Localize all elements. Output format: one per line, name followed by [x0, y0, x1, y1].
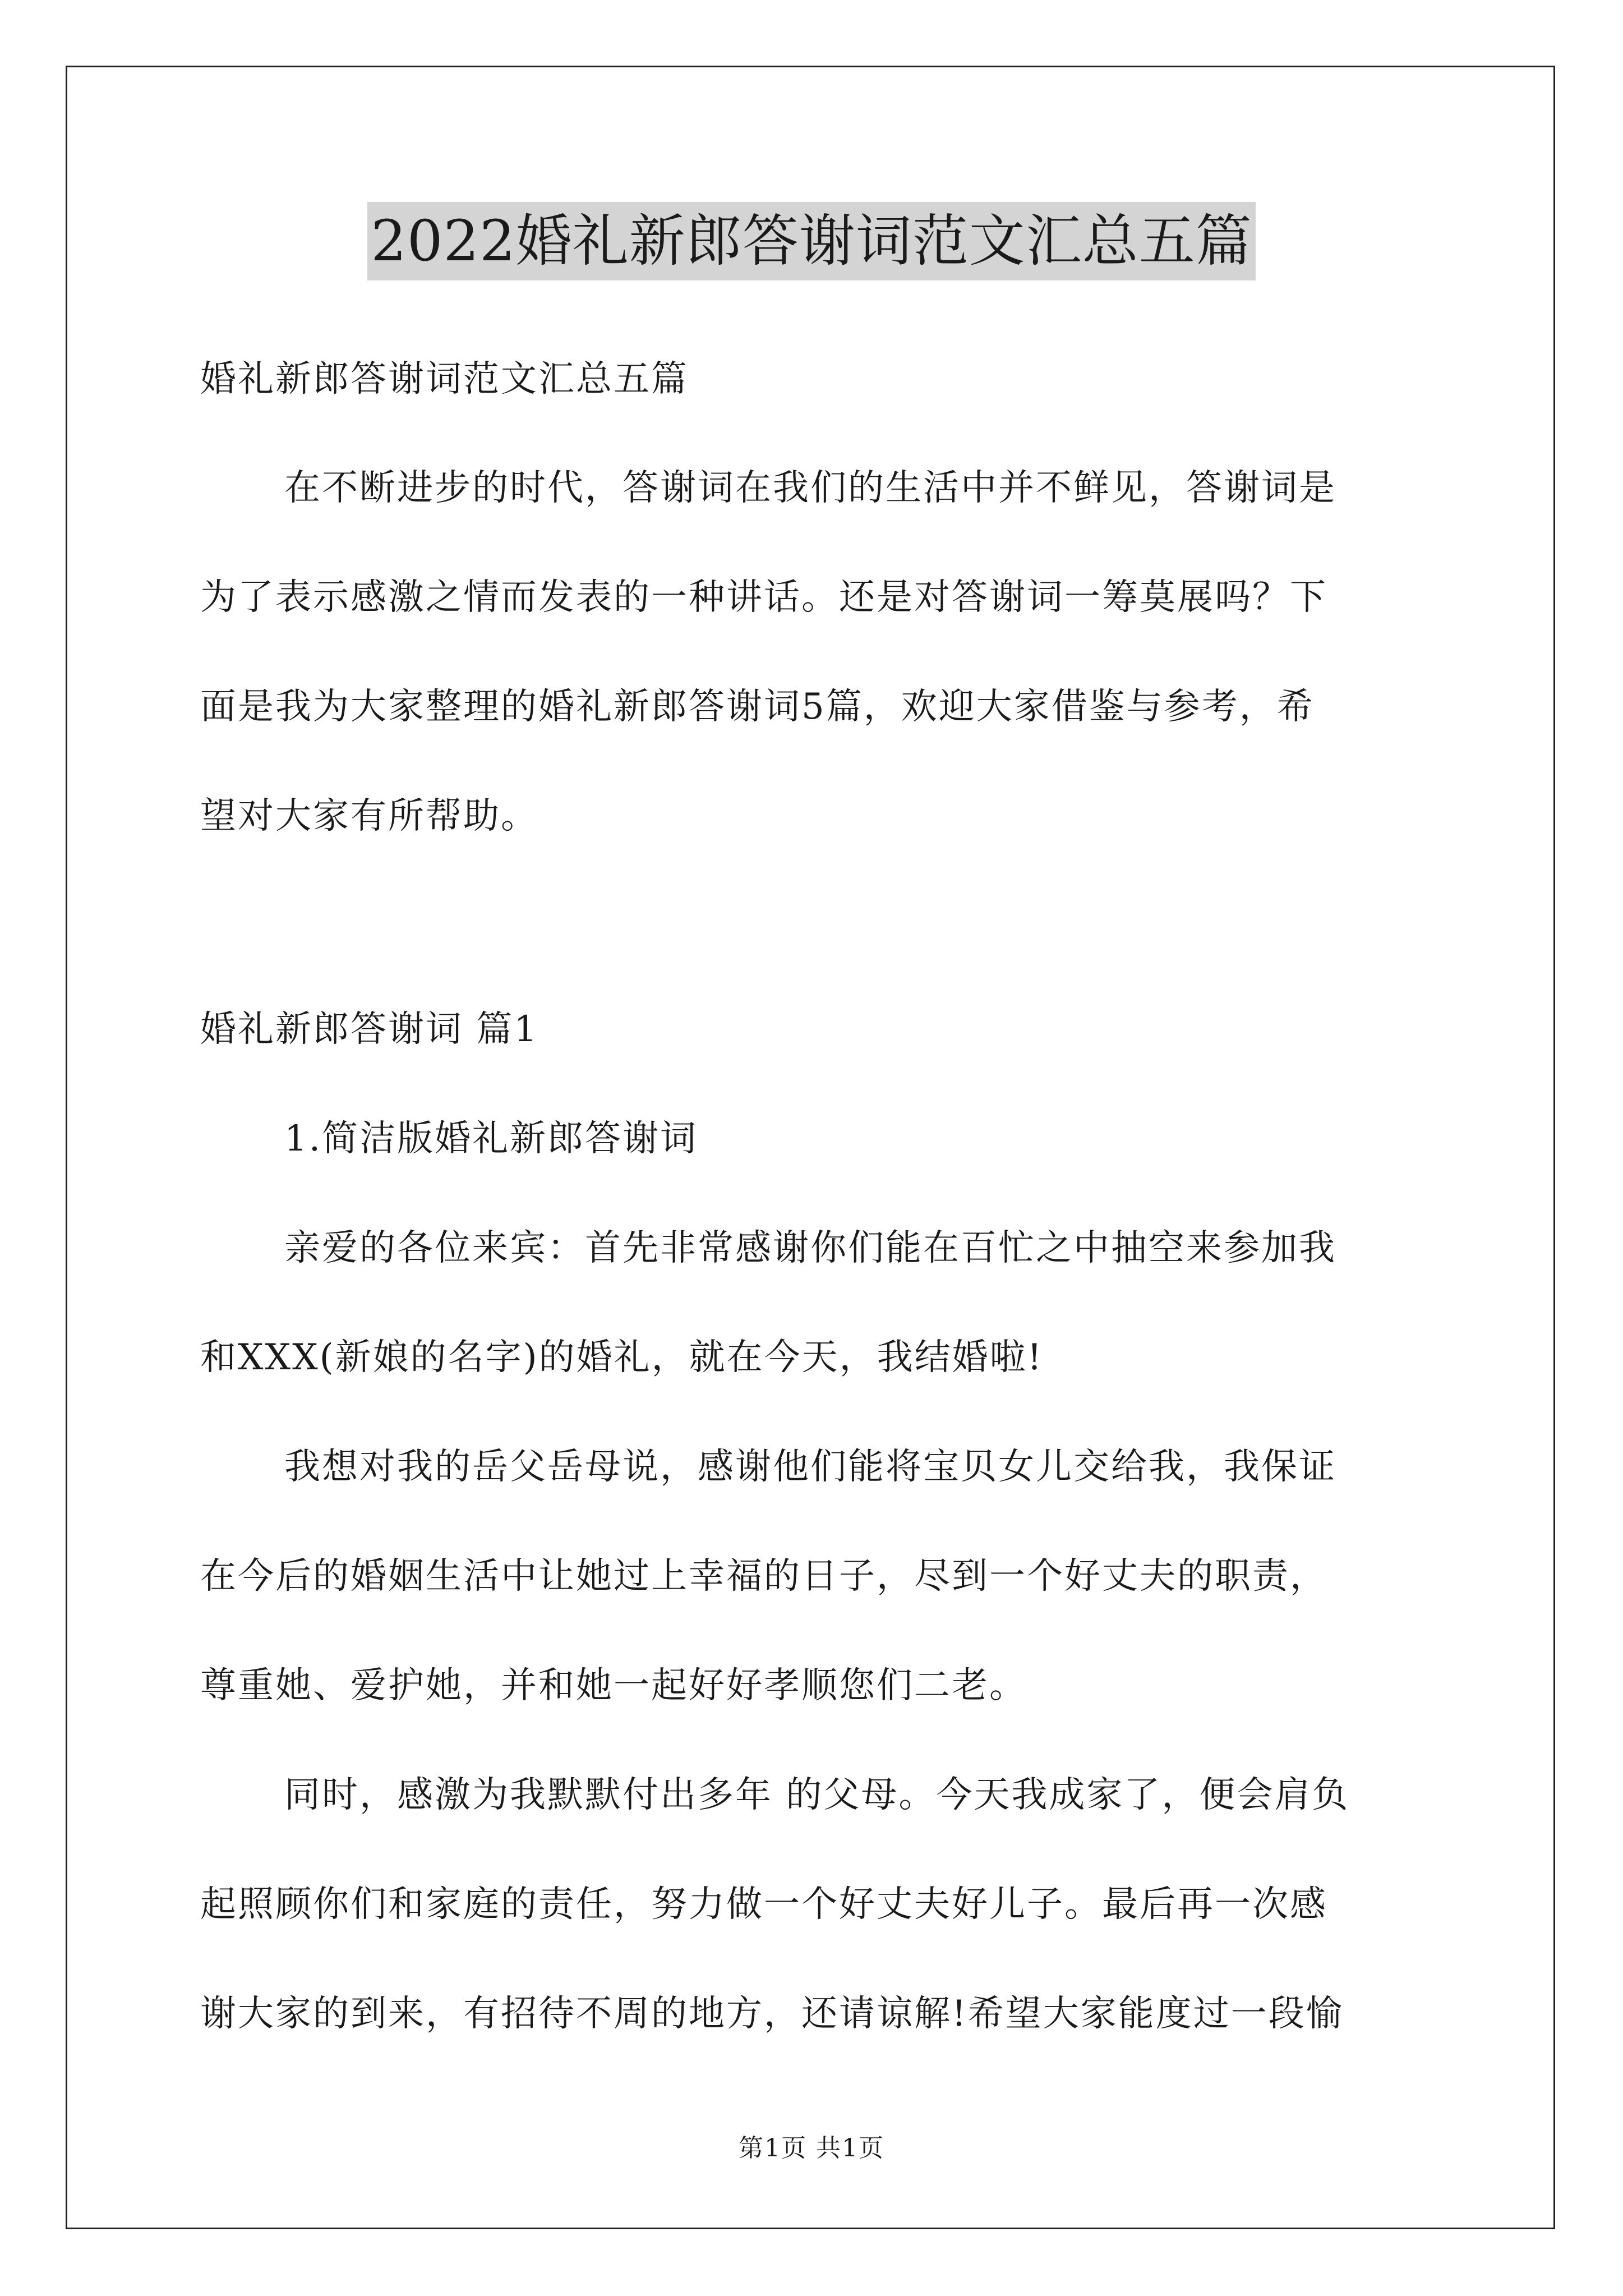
page-footer: 第1页 共1页	[739, 2134, 884, 2162]
paragraph-1-line-2: 和XXX(新娘的名字)的婚礼，就在今天，我结婚啦!	[200, 1337, 1044, 1378]
paragraph-2-line-3: 尊重她、爱护她，并和她一起好好孝顺您们二老。	[200, 1665, 1027, 1706]
intro-line-4: 望对大家有所帮助。	[200, 795, 538, 837]
title-container	[0, 202, 1623, 280]
paragraph-3-line-3: 谢大家的到来，有招待不周的地方，还请谅解!希望大家能度过一段愉	[200, 1993, 1344, 2035]
subtitle: 婚礼新郎答谢词范文汇总五篇	[200, 358, 689, 400]
paragraph-3-line-2: 起照顾你们和家庭的责任，努力做一个好丈夫好儿子。最后再一次感	[200, 1884, 1327, 1925]
paragraph-1-line-1: 亲爱的各位来宾：首先非常感谢你们能在百忙之中抽空来参加我	[284, 1227, 1336, 1269]
intro-line-3: 面是我为大家整理的婚礼新郎答谢词5篇，欢迎大家借鉴与参考，希	[200, 686, 1315, 728]
document-title: 2022婚礼新郎答谢词范文汇总五篇	[367, 202, 1256, 280]
section-heading: 婚礼新郎答谢词 篇1	[200, 1009, 539, 1050]
paragraph-2-line-2: 在今后的婚姻生活中让她过上幸福的日子，尽到一个好丈夫的职责，	[200, 1556, 1327, 1597]
paragraph-3-line-1: 同时，感激为我默默付出多年 的父母。今天我成家了，便会肩负	[284, 1774, 1350, 1816]
intro-line-1: 在不断进步的时代，答谢词在我们的生活中并不鲜见，答谢词是	[284, 467, 1336, 509]
paragraph-2-line-1: 我想对我的岳父岳母说，感谢他们能将宝贝女儿交给我，我保证	[284, 1446, 1336, 1488]
intro-line-2: 为了表示感激之情而发表的一种讲话。还是对答谢词一筹莫展吗？下	[200, 577, 1327, 618]
item-heading: 1.简洁版婚礼新郎答谢词	[284, 1118, 698, 1159]
